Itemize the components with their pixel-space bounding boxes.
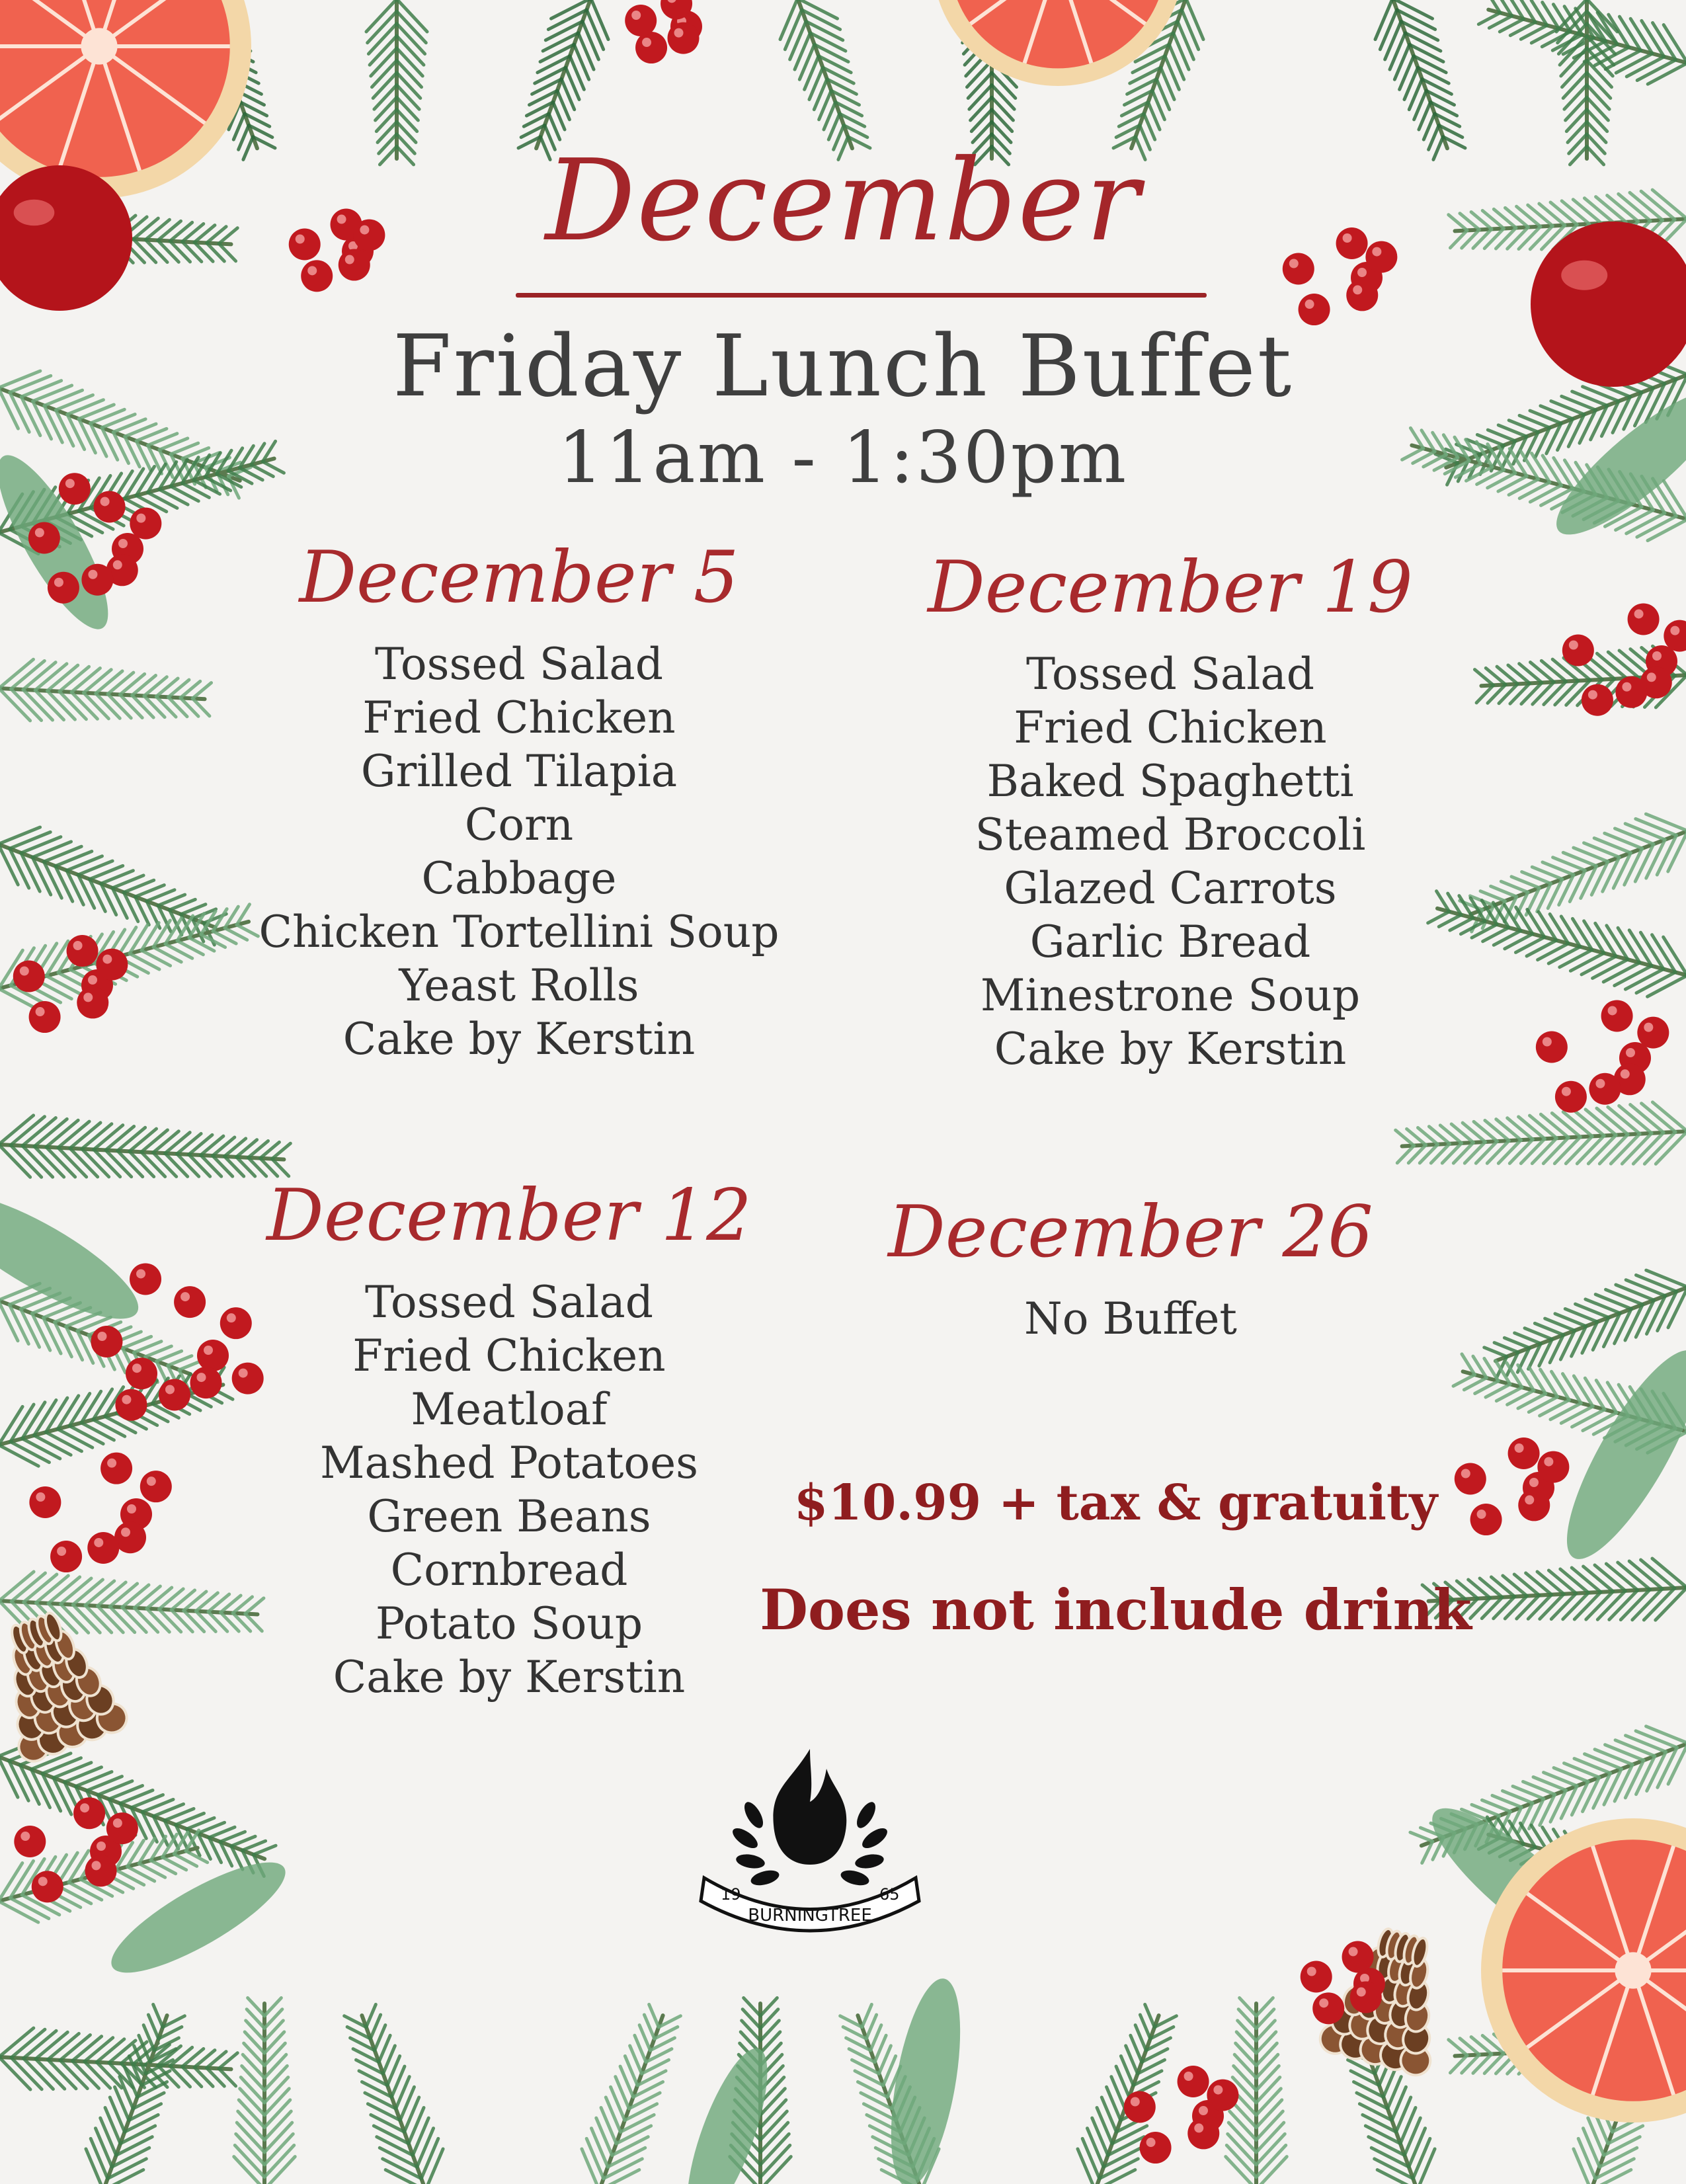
menu-items	[860, 1292, 1402, 1346]
menu-december-5	[225, 536, 813, 1066]
pine-sprig	[1428, 891, 1686, 997]
menu-date: December 26	[888, 1191, 1373, 1274]
pine-sprig	[0, 2028, 237, 2089]
menu-item: Fried Chicken	[1014, 702, 1327, 753]
menu-items	[225, 637, 813, 1066]
leaf	[671, 2040, 783, 2184]
red-berries	[29, 1453, 171, 1572]
menu-item: Corn	[464, 799, 574, 850]
title-divider	[516, 293, 1207, 298]
leaf	[1545, 1335, 1686, 1574]
price-line: $10.99 + tax & gratuity	[793, 1475, 1438, 1531]
menu-item: Chicken Tortellini Soup	[259, 906, 780, 957]
pine-sprig	[234, 1998, 295, 2184]
menu-december-12	[218, 1174, 800, 1704]
menu-date: December 12	[266, 1174, 752, 1257]
pine-sprig	[0, 1115, 290, 1177]
pine-sprig	[1396, 1102, 1686, 1164]
menu-item: Cake by Kerstin	[994, 1023, 1347, 1074]
pine-sprig	[344, 2004, 443, 2184]
flame-icon	[773, 1749, 846, 1865]
menu-item: Cake by Kerstin	[342, 1013, 696, 1065]
menu-item: No Buffet	[1024, 1293, 1237, 1344]
menu-item: Tossed Salad	[375, 638, 663, 690]
red-berries	[1536, 1000, 1669, 1112]
pinecone	[0, 1600, 131, 1765]
menu-item: Mashed Potatoes	[319, 1437, 699, 1488]
buffet-hours: 11am - 1:30pm	[557, 417, 1129, 499]
page-subtitle: Friday Lunch Buffet	[392, 317, 1294, 416]
pine-sprig	[0, 905, 258, 1010]
menu-date: December 5	[299, 536, 739, 619]
page-title: December	[545, 136, 1141, 266]
pine-sprig	[0, 827, 226, 945]
menu-item: Steamed Broccoli	[975, 809, 1366, 860]
menu-item: Grilled Tilapia	[360, 745, 678, 797]
menu-item: Tossed Salad	[1026, 648, 1314, 700]
menu-item: Tossed Salad	[365, 1276, 653, 1328]
menu-item: Fried Chicken	[362, 692, 676, 743]
menu-item: Potato Soup	[375, 1598, 643, 1649]
red-berries	[1562, 603, 1686, 715]
pine-sprig	[1460, 814, 1686, 932]
menu-items	[218, 1275, 800, 1704]
drink-note: Does not include drink	[760, 1577, 1472, 1642]
menu-item: Glazed Carrots	[1004, 862, 1337, 914]
menu-december-26	[860, 1193, 1402, 1346]
menu-date: December 19	[928, 546, 1413, 629]
menu-item: Baked Spaghetti	[986, 755, 1354, 807]
burningtree-logo	[691, 1742, 929, 1941]
logo-year-left: 19	[721, 1885, 741, 1904]
menu-item: Yeast Rolls	[399, 959, 639, 1011]
menu-item: Cabbage	[421, 852, 617, 904]
logo-year-right: 65	[879, 1885, 900, 1904]
pine-sprig	[1484, 1270, 1686, 1379]
menu-item: Cake by Kerstin	[333, 1651, 686, 1703]
menu-item: Green Beans	[367, 1490, 651, 1542]
menu-item: Minestrone Soup	[980, 969, 1361, 1021]
menu-item: Garlic Bread	[1029, 916, 1311, 967]
pine-sprig	[0, 659, 212, 721]
menu-items	[886, 647, 1455, 1076]
logo-name: BURNINGTREE	[748, 1906, 872, 1925]
pine-sprig	[86, 2004, 184, 2184]
menu-item: Meatloaf	[411, 1383, 608, 1435]
menu-december-19	[886, 546, 1455, 1076]
menu-item: Fried Chicken	[352, 1330, 666, 1381]
menu-item: Cornbread	[390, 1544, 628, 1596]
red-berries	[13, 935, 128, 1033]
red-berries	[625, 0, 702, 63]
leaf	[878, 1974, 973, 2184]
pine-sprig	[582, 2004, 680, 2184]
